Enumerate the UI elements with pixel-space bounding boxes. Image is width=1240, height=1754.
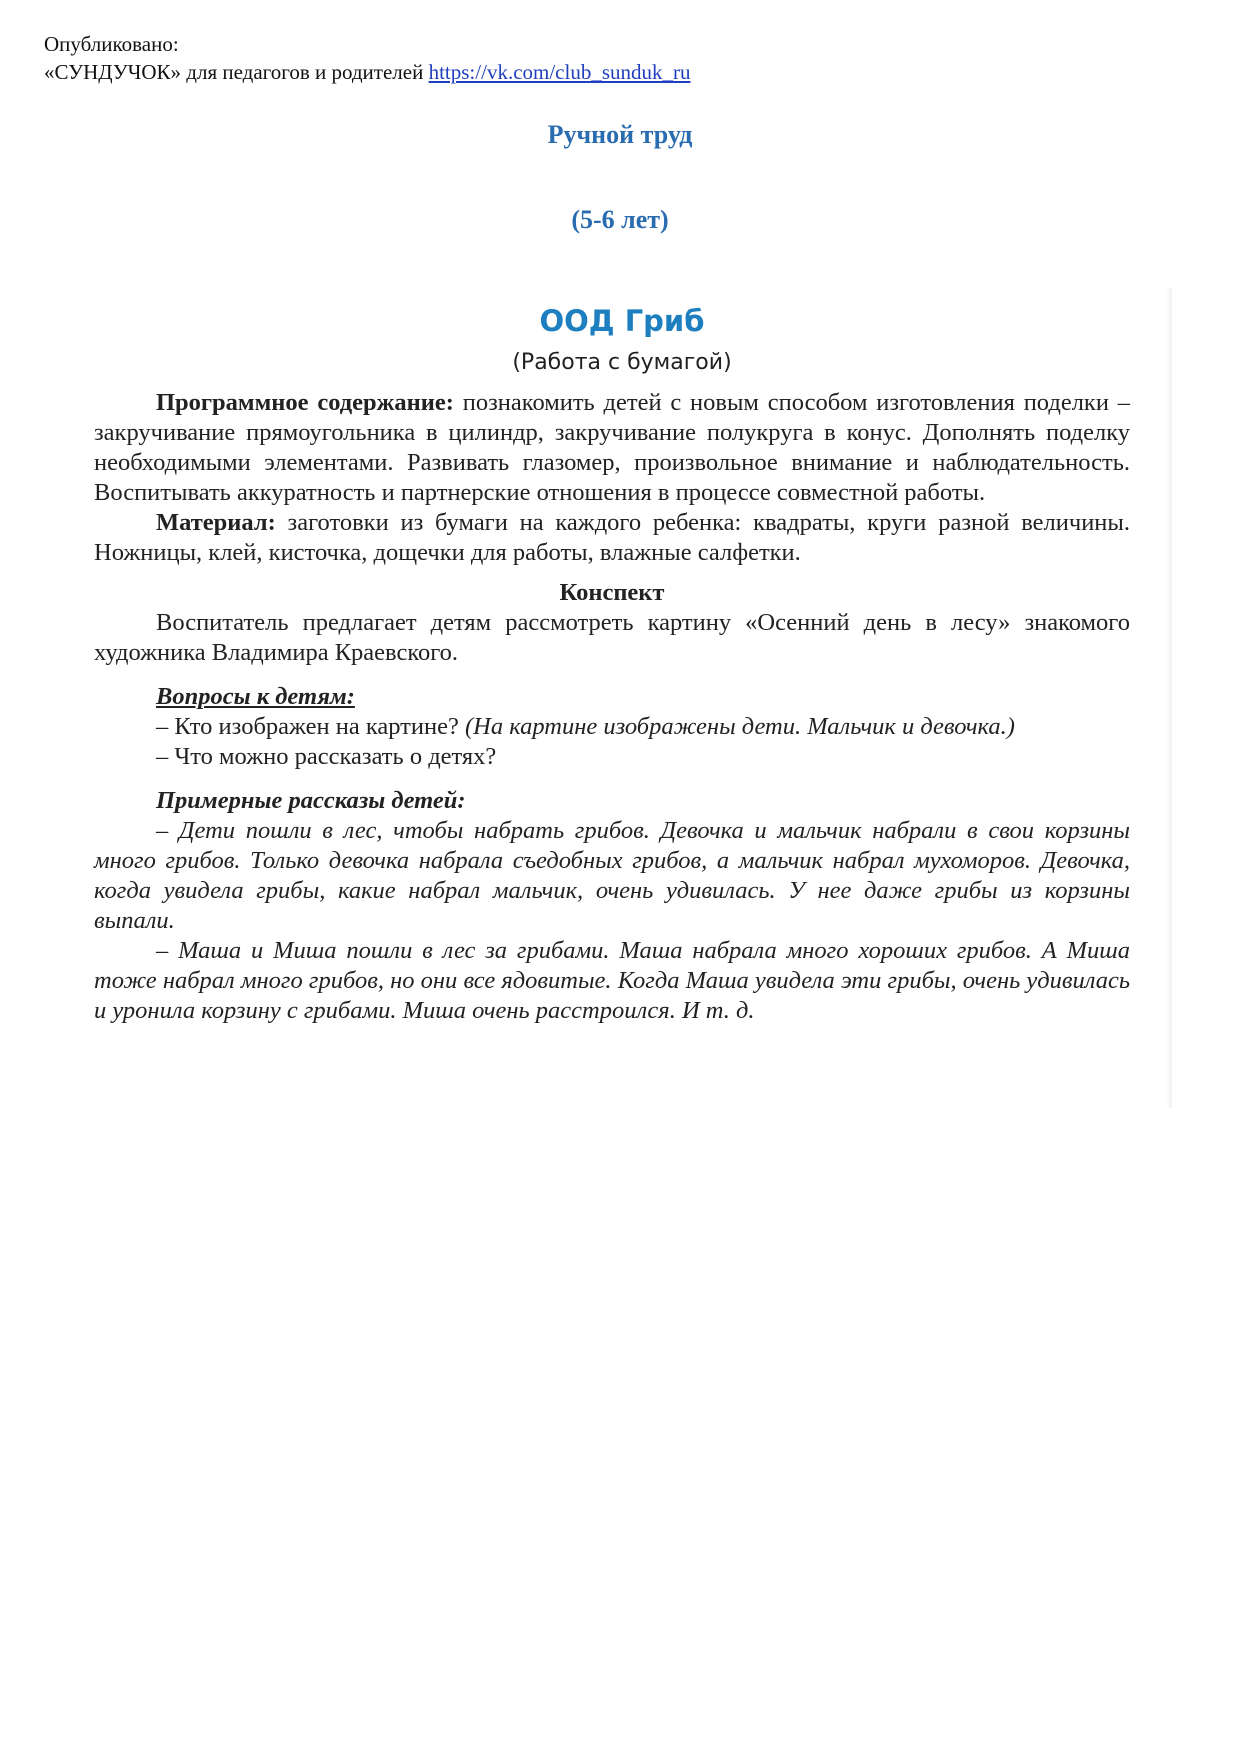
question-1-answer: (На картине изображены дети. Мальчик и девочка.): [465, 713, 1015, 740]
program-text: познакомить детей с новым способом изготовления поделки – закручивание прямоугольника в цилиндр, закручивание полукруга в конус. Дополнять поделку необходимыми элементами. Развивать глазомер, произвольное внимание и наблюдательность. Воспитывать аккуратность и партнерские отношения в процессе совместной работы.: [94, 389, 1130, 506]
intro-paragraph: Воспитатель предлагает детям рассмотреть картину «Осенний день в лесу» знакомого художника Владимира Краевского.: [94, 609, 1130, 666]
question-2: – Что можно рассказать о детях?: [156, 743, 497, 770]
scan-edge-shadow: [1166, 288, 1172, 1108]
publication-header: [44, 30, 691, 86]
source-text: «СУНДУЧОК» для педагогов и родителей: [44, 60, 424, 84]
source-link[interactable]: https://vk.com/club_sunduk_ru: [428, 60, 691, 84]
story-2: – Маша и Миша пошли в лес за грибами. Маша набрала много хороших грибов. А Миша тоже набрал много грибов, но они все ядовитые. Когда Маша увидела эти грибы, очень удивилась и уронила корзину с грибами. Миша очень расстроился. И т. д.: [94, 937, 1130, 1024]
material-text: заготовки из бумаги на каждого ребенка: квадраты, круги разной величины. Ножницы, клей, кисточка, дощечки для работы, влажные салфетки.: [94, 509, 1131, 566]
program-paragraph: [94, 388, 1130, 508]
questions-heading: Вопросы к детям:: [156, 683, 355, 710]
published-label: Опубликовано:: [44, 32, 179, 56]
question-1: [156, 712, 1130, 742]
lesson-subtitle: (Работа с бумагой): [512, 350, 732, 375]
scanned-page: [82, 268, 1172, 1128]
lesson-title: ООД Гриб: [539, 304, 705, 338]
material-paragraph: [94, 508, 1130, 568]
stories-heading: Примерные рассказы детей:: [156, 787, 466, 814]
question-1-text: – Кто изображен на картине?: [156, 713, 459, 740]
age-title: (5-6 лет): [571, 205, 669, 234]
program-label: Программное содержание:: [156, 389, 454, 416]
konspekt-heading: Конспект: [559, 579, 665, 606]
material-label: Материал:: [156, 509, 276, 536]
lesson-body: [94, 388, 1130, 1026]
story-1: – Дети пошли в лес, чтобы набрать грибов. Девочка и мальчик набрали в свои корзины много грибов. Только девочка набрала съедобных грибов, а мальчик набрал мухоморов. Девочка, когда увидела грибы, какие набрал мальчик, очень удивилась. У нее даже грибы из корзины выпали.: [94, 817, 1130, 934]
category-title: Ручной труд: [547, 120, 693, 149]
source-line: [44, 58, 691, 86]
